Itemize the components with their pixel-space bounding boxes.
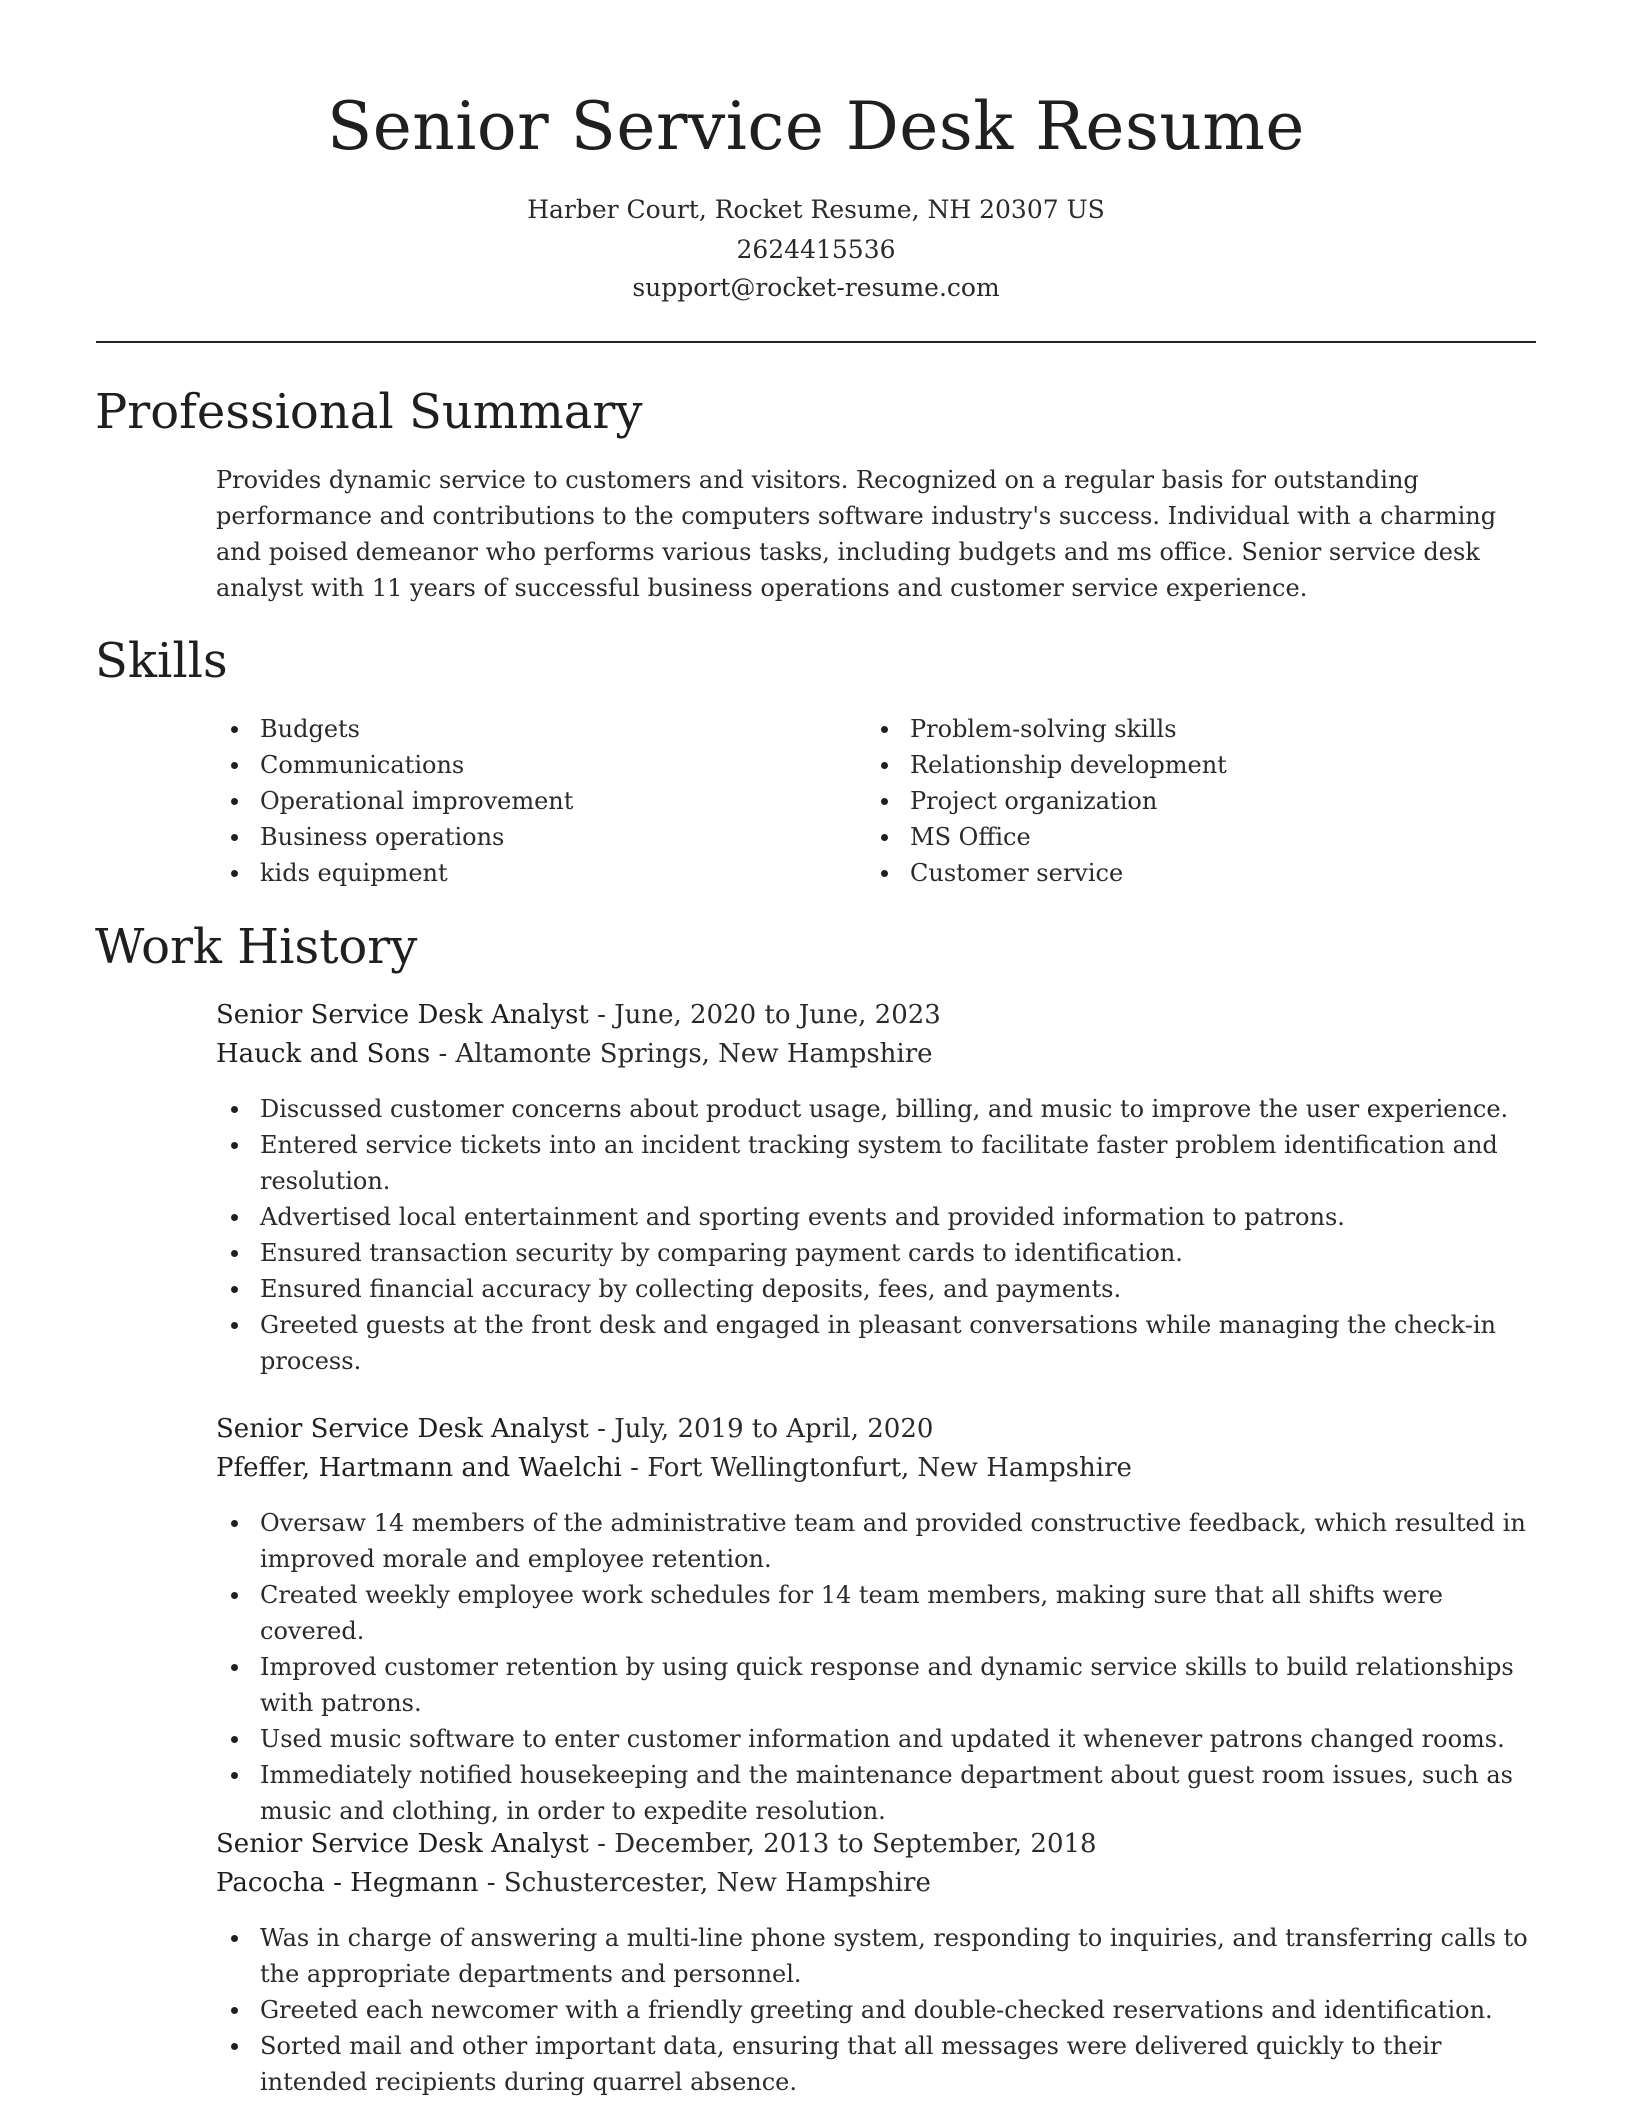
job-bullet: Advertised local entertainment and sporting events and provided information to patrons.: [216, 1199, 1546, 1235]
job-bullets: [216, 1920, 1546, 2100]
job-company: Hauck and Sons: [216, 1039, 431, 1069]
skill-item: Budgets: [216, 711, 836, 747]
summary-heading: Professional Summary: [95, 384, 643, 440]
skill-item: Business operations: [216, 819, 836, 855]
work-history-heading: Work History: [95, 919, 418, 975]
job-dates: - December, 2013 to September, 2018: [588, 1829, 1097, 1859]
skill-item: Communications: [216, 747, 836, 783]
job-bullet: Immediately notified housekeeping and the maintenance department about guest room issues, such as music and clothing, in order to expedite resolution.: [216, 1757, 1546, 1829]
job-bullet: Was in charge of answering a multi-line phone system, responding to inquiries, and transferring calls to the appropriate departments and personnel.: [216, 1920, 1546, 1992]
job-company: Pacocha - Hegmann: [216, 1868, 479, 1898]
resume-title: Senior Service Desk Resume: [327, 88, 1305, 165]
job-bullet: Used music software to enter customer information and updated it whenever patrons changed rooms.: [216, 1721, 1546, 1757]
job-title-line: [216, 1825, 1097, 1863]
skill-item: kids equipment: [216, 855, 836, 891]
job-company: Pfeffer, Hartmann and Waelchi: [216, 1453, 622, 1483]
skill-item: Customer service: [866, 855, 1486, 891]
skill-item: Relationship development: [866, 747, 1486, 783]
job-bullet: Discussed customer concerns about product usage, billing, and music to improve the user experience.: [216, 1091, 1546, 1127]
contact-phone: 2624415536: [736, 235, 896, 264]
job-company-line: [216, 1864, 931, 1902]
skill-item: MS Office: [866, 819, 1486, 855]
skill-item: Problem-solving skills: [866, 711, 1486, 747]
job-title-line: [216, 996, 941, 1034]
job-bullets: [216, 1505, 1546, 1829]
summary-text: Provides dynamic service to customers and visitors. Recognized on a regular basis for outstanding performance and contributions to the computers software industry's success. Individual with a charming and poised demeanor who performs various tasks, including budgets and ms office. Senior service desk analyst with 11 years of successful business operations and customer service experience.: [216, 466, 1497, 602]
job-bullet: Greeted each newcomer with a friendly greeting and double-checked reservations and identification.: [216, 1992, 1546, 2028]
skills-list-right: [866, 711, 1486, 891]
skills-heading: Skills: [95, 633, 228, 689]
job-bullet: Oversaw 14 members of the administrative team and provided constructive feedback, which resulted in improved morale and employee retention.: [216, 1505, 1546, 1577]
job-bullet: Created weekly employee work schedules for 14 team members, making sure that all shifts were covered.: [216, 1577, 1546, 1649]
job-location: - Schustercester, New Hampshire: [478, 1868, 931, 1898]
job-bullet: Sorted mail and other important data, ensuring that all messages were delivered quickly to their intended recipients during quarrel absence.: [216, 2028, 1546, 2100]
skills-list-left: [216, 711, 836, 891]
job-location: - Fort Wellingtonfurt, New Hampshire: [621, 1453, 1132, 1483]
job-company-line: [216, 1035, 933, 1073]
job-dates: - June, 2020 to June, 2023: [588, 1000, 941, 1030]
job-title-line: [216, 1410, 933, 1448]
job-bullet: Improved customer retention by using quick response and dynamic service skills to build relationships with patrons.: [216, 1649, 1546, 1721]
job-bullet: Ensured transaction security by comparing payment cards to identification.: [216, 1235, 1546, 1271]
skill-item: Operational improvement: [216, 783, 836, 819]
job-title: Senior Service Desk Analyst: [216, 1829, 589, 1859]
job-dates: - July, 2019 to April, 2020: [588, 1414, 934, 1444]
header-divider: [96, 341, 1536, 343]
job-title: Senior Service Desk Analyst: [216, 1414, 589, 1444]
job-bullet: Entered service tickets into an incident tracking system to facilitate faster problem identification and resolution.: [216, 1127, 1546, 1199]
job-bullet: Greeted guests at the front desk and engaged in pleasant conversations while managing the check-in process.: [216, 1307, 1546, 1379]
job-bullets: [216, 1091, 1546, 1379]
contact-address: Harber Court, Rocket Resume, NH 20307 US: [527, 195, 1105, 224]
job-company-line: [216, 1449, 1132, 1487]
contact-email: support@rocket-resume.com: [632, 273, 1000, 302]
job-bullet: Ensured financial accuracy by collecting deposits, fees, and payments.: [216, 1271, 1546, 1307]
job-location: - Altamonte Springs, New Hampshire: [430, 1039, 933, 1069]
skill-item: Project organization: [866, 783, 1486, 819]
job-title: Senior Service Desk Analyst: [216, 1000, 589, 1030]
